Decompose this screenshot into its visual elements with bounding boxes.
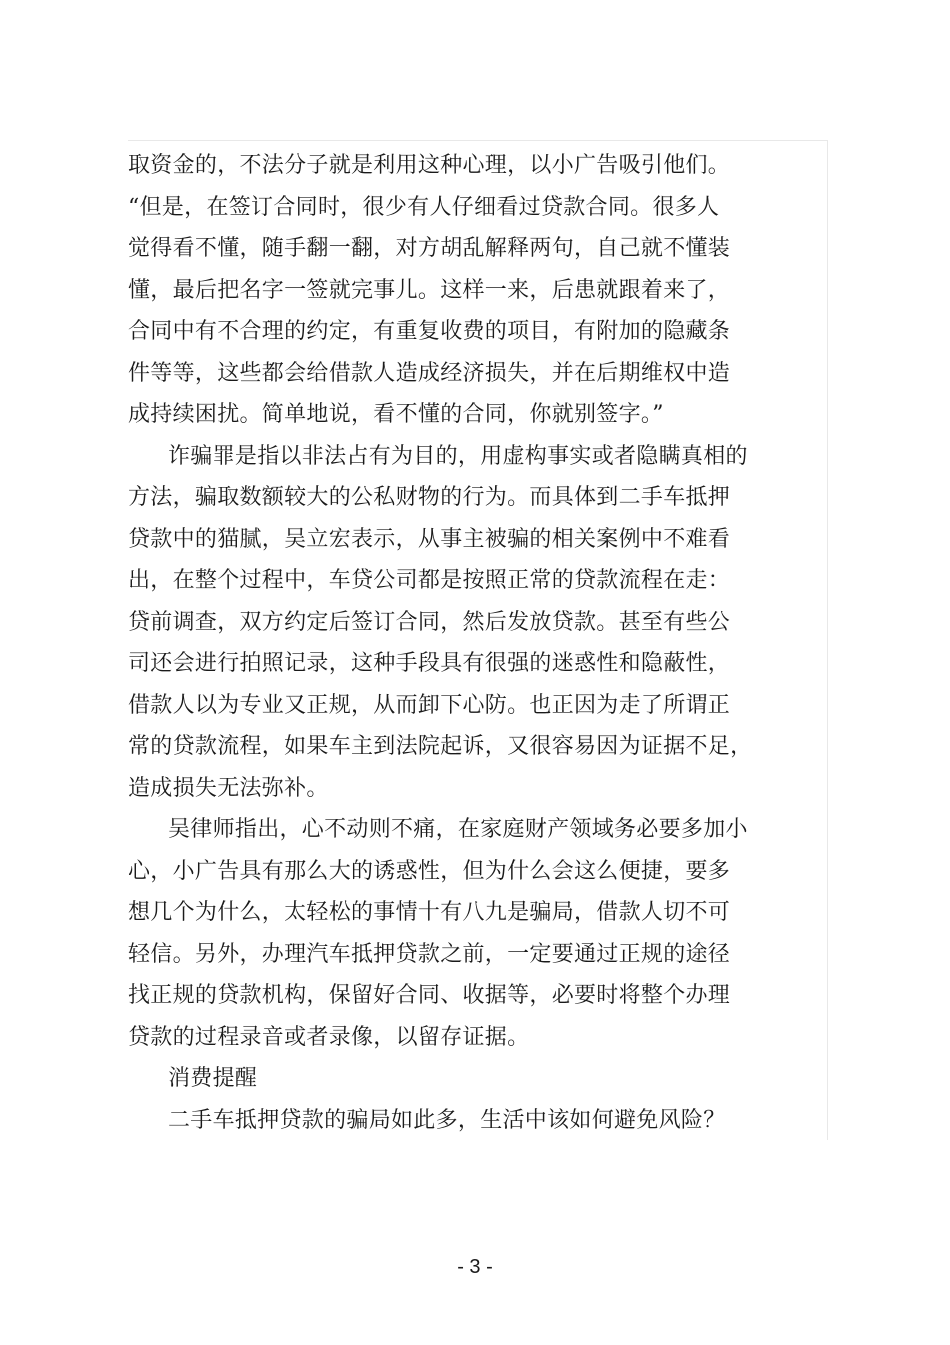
text-line: 找正规的贷款机构，保留好合同、收据等，必要时将整个办理 (128, 983, 731, 1008)
text-line: 贷款中的猫腻，吴立宏表示，从事主被骗的相关案例中不难看 (128, 526, 731, 552)
section-heading: 消费提醒 (168, 1066, 258, 1091)
body-text (128, 145, 778, 1141)
text-line: 懂，最后把名字一签就完事儿。这样一来，后患就跟着来了， (128, 277, 731, 303)
text-line: 诈骗罪是指以非法占有为目的，用虚构事实或者隐瞒真相的 (168, 443, 748, 469)
text-line: 心，小广告具有那么大的诱惑性，但为什么会这么便捷，要多 (128, 858, 731, 884)
text-line: 常的贷款流程，如果车主到法院起诉，又很容易因为证据不足， (128, 734, 753, 759)
text-line: 贷前调查，双方约定后签订合同，然后发放贷款。甚至有些公 (128, 609, 731, 635)
text-line: 件等等，这些都会给借款人造成经济损失，并在后期维权中造 (128, 360, 731, 386)
text-line: 造成损失无法弥补。 (128, 775, 329, 801)
text-line: 司还会进行拍照记录，这种手段具有很强的迷惑性和隐蔽性， (128, 651, 731, 676)
text-line: 贷款的过程录音或者录像，以留存证据。 (128, 1024, 530, 1050)
text-line: 吴律师指出，心不动则不痛，在家庭财产领域务必要多加小 (168, 817, 748, 842)
text-line: 二手车抵押贷款的骗局如此多，生活中该如何避免风险？ (168, 1107, 726, 1133)
text-line: “但是，在签订合同时，很少有人仔细看过贷款合同。很多人 (128, 194, 720, 220)
page-number: - 3 - (457, 1256, 493, 1278)
text-line: 合同中有不合理的约定，有重复收费的项目，有附加的隐藏条 (128, 319, 731, 344)
text-line: 取资金的，不法分子就是利用这种心理，以小广告吸引他们。 (128, 153, 731, 178)
text-line: 成持续困扰。简单地说，看不懂的合同，你就别签字。” (128, 402, 664, 427)
text-line: 觉得看不懂，随手翻一翻，对方胡乱解释两句，自己就不懂装 (128, 236, 731, 261)
text-line: 想几个为什么，太轻松的事情十有八九是骗局，借款人切不可 (128, 900, 731, 925)
text-line: 方法，骗取数额较大的公私财物的行为。而具体到二手车抵押 (128, 485, 731, 510)
text-line: 借款人以为专业又正规，从而卸下心防。也正因为走了所谓正 (128, 692, 731, 718)
text-line: 轻信。另外，办理汽车抵押贷款之前，一定要通过正规的途径 (128, 941, 731, 967)
text-line: 出，在整个过程中，车贷公司都是按照正常的贷款流程在走： (128, 568, 731, 593)
